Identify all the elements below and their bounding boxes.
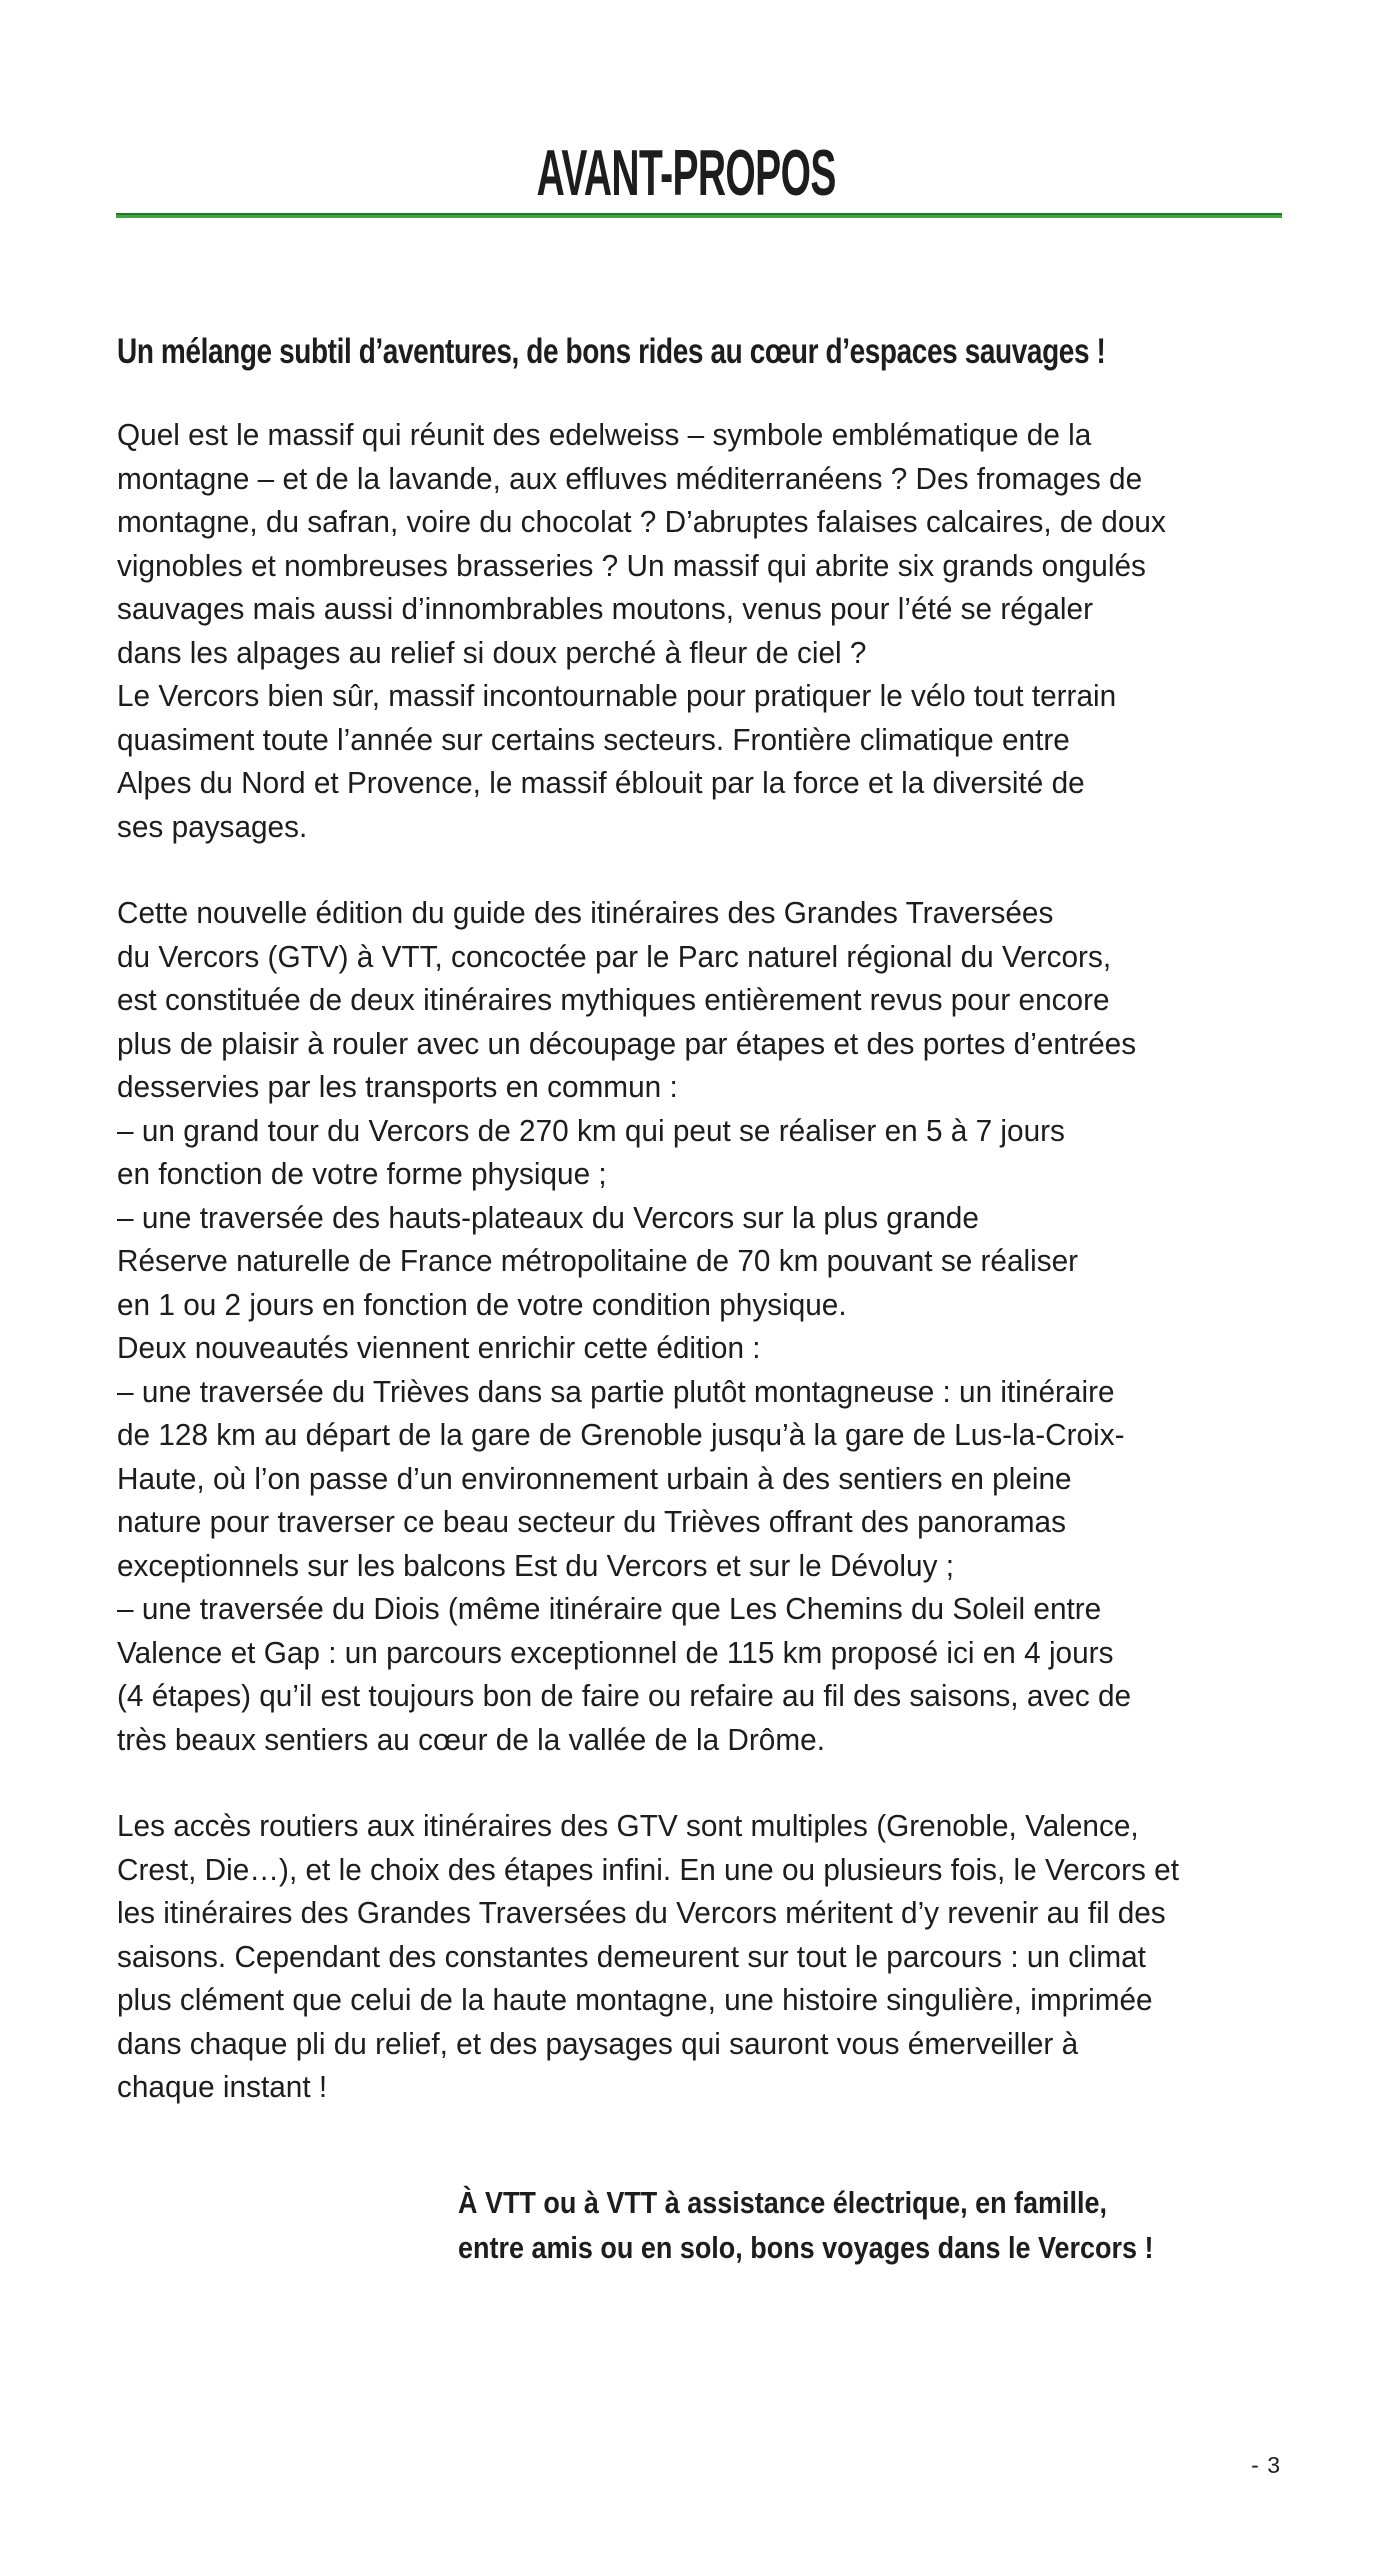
chapter-title-text: AVANT-PROPOS: [536, 136, 837, 209]
text-line: dans les alpages au relief si doux perché à fleur de ciel ?: [117, 634, 867, 670]
section-heading-text: Un mélange subtil d’aventures, de bons rides au cœur d’espaces sauvages !: [117, 332, 1106, 371]
text-line: sauvages mais aussi d’innombrables moutons, venus pour l’été se régaler: [117, 591, 1094, 626]
text-line: Réserve naturelle de France métropolitaine de 70 km pouvant se réaliser: [117, 1243, 1079, 1278]
page-number: - 3: [1251, 2452, 1281, 2478]
text-line: très beaux sentiers au cœur de la vallée de la Drôme.: [117, 1721, 825, 1757]
text-line: vignobles et nombreuses brasseries ? Un massif qui abrite six grands ongulés: [117, 547, 1146, 583]
title-divider-rule: [116, 213, 1282, 218]
text-line: (4 étapes) qu’il est toujours bon de faire ou refaire au fil des saisons, avec de: [117, 1678, 1132, 1713]
text-line: entre amis ou en solo, bons voyages dans le Vercors !: [458, 2230, 1154, 2265]
section-heading: [117, 332, 1353, 379]
text-line: dans chaque pli du relief, et des paysages qui sauront vous émerveiller à: [117, 2025, 1079, 2061]
text-line: est constituée de deux itinéraires mythiques entièrement revus pour encore: [117, 982, 1110, 1017]
text-line: Cette nouvelle édition du guide des itinéraires des Grandes Traversées: [117, 895, 1054, 930]
text-line: Haute, où l’on passe d’un environnement urbain à des sentiers en pleine: [117, 1460, 1072, 1496]
text-line: – une traversée des hauts-plateaux du Vercors sur la plus grande: [117, 1199, 979, 1235]
text-line: – un grand tour du Vercors de 270 km qui peut se réaliser en 5 à 7 jours: [117, 1112, 1065, 1148]
body-paragraph-2: [117, 891, 1136, 1761]
text-line: plus de plaisir à rouler avec un découpage par étapes et des portes d’entrées: [117, 1025, 1137, 1061]
text-line: quasiment toute l’année sur certains secteurs. Frontière climatique entre: [117, 721, 1070, 757]
text-line: chaque instant !: [117, 2069, 328, 2104]
text-line: Quel est le massif qui réunit des edelweiss – symbole emblématique de la: [117, 417, 1092, 452]
text-line: Valence et Gap : un parcours exceptionnel de 115 km proposé ici en 4 jours: [117, 1634, 1114, 1670]
chapter-title: [0, 135, 1373, 210]
body-paragraph-1: [117, 413, 1166, 848]
text-line: exceptionnels sur les balcons Est du Vercors et sur le Dévoluy ;: [117, 1547, 954, 1583]
text-line: les itinéraires des Grandes Traversées du Vercors méritent d’y revenir au fil des: [117, 1895, 1166, 1930]
text-line: À VTT ou à VTT à assistance électrique, en famille,: [458, 2185, 1107, 2220]
closing-statement: [458, 2180, 1257, 2276]
text-line: du Vercors (GTV) à VTT, concoctée par le Parc naturel régional du Vercors,: [117, 938, 1112, 974]
text-line: en fonction de votre forme physique ;: [117, 1156, 607, 1191]
closing-statement-text: [458, 2180, 1153, 2270]
text-line: ses paysages.: [117, 808, 308, 844]
text-line: Deux nouveautés viennent enrichir cette édition :: [117, 1330, 761, 1365]
text-line: Alpes du Nord et Provence, le massif éblouit par la force et la diversité de: [117, 765, 1085, 800]
text-line: montagne – et de la lavande, aux effluves méditerranéens ? Des fromages de: [117, 460, 1143, 496]
text-line: plus clément que celui de la haute montagne, une histoire singulière, imprimée: [117, 1982, 1153, 2017]
text-line: Les accès routiers aux itinéraires des GTV sont multiples (Grenoble, Valence,: [117, 1808, 1139, 1843]
text-line: nature pour traverser ce beau secteur du Trièves offrant des panoramas: [117, 1504, 1067, 1539]
text-line: saisons. Cependant des constantes demeurent sur tout le parcours : un climat: [117, 1938, 1146, 1974]
text-line: de 128 km au départ de la gare de Grenoble jusqu’à la gare de Lus-la-Croix-: [117, 1417, 1125, 1452]
text-line: montagne, du safran, voire du chocolat ? D’abruptes falaises calcaires, de doux: [117, 504, 1166, 539]
body-paragraph-3: [117, 1804, 1179, 2109]
text-line: en 1 ou 2 jours en fonction de votre condition physique.: [117, 1286, 847, 1322]
text-line: Le Vercors bien sûr, massif incontournable pour pratiquer le vélo tout terrain: [117, 678, 1117, 713]
text-line: desservies par les transports en commun :: [117, 1069, 678, 1104]
text-line: – une traversée du Diois (même itinéraire que Les Chemins du Soleil entre: [117, 1591, 1102, 1626]
text-line: Crest, Die…), et le choix des étapes infini. En une ou plusieurs fois, le Vercors et: [117, 1851, 1179, 1887]
text-line: – une traversée du Trièves dans sa partie plutôt montagneuse : un itinéraire: [117, 1373, 1115, 1409]
